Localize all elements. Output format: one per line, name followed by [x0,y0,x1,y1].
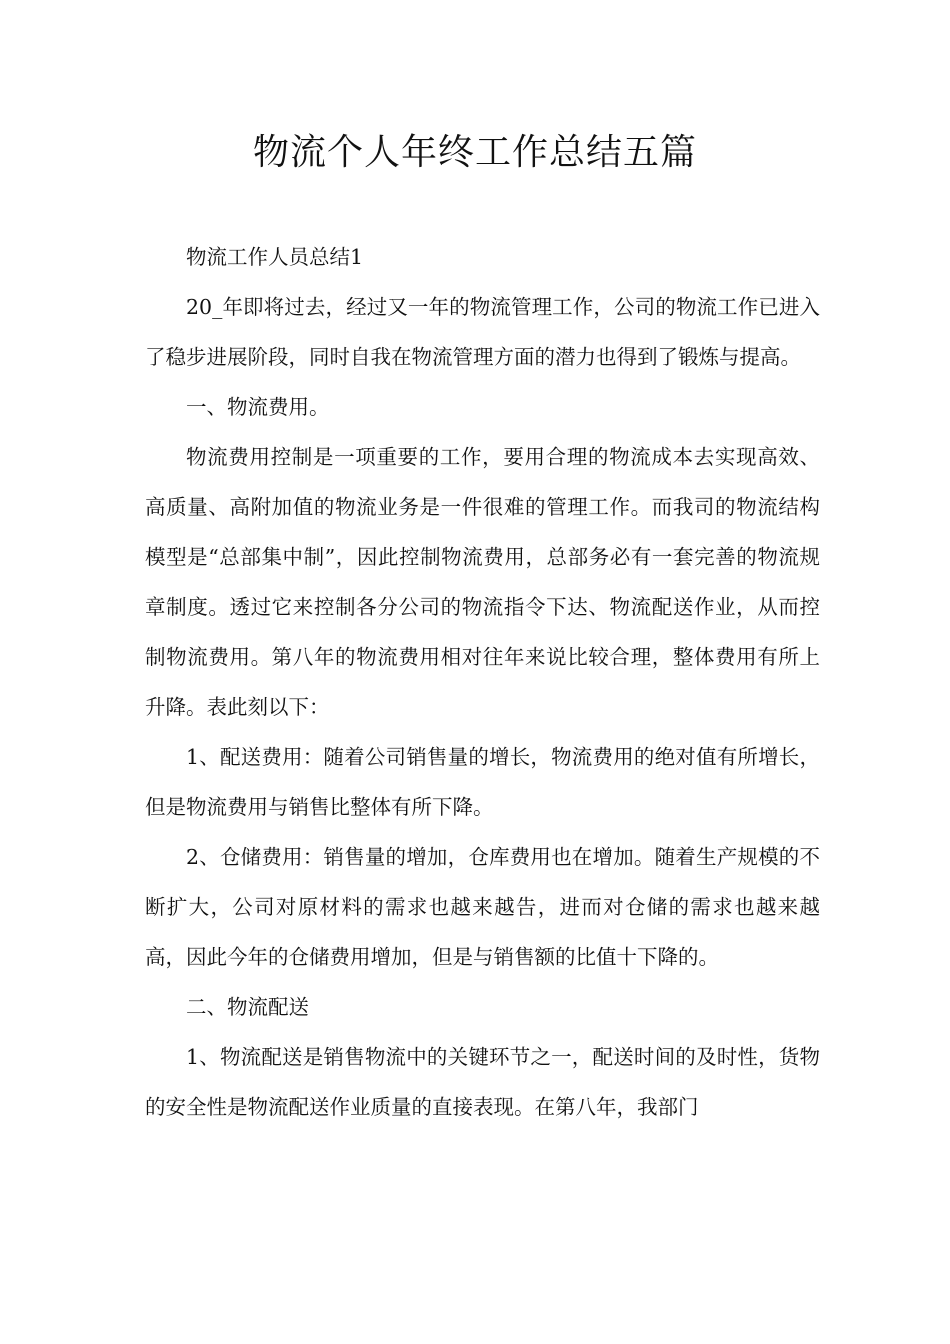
section-heading-logistics-delivery: 二、物流配送 [186,995,309,1019]
document-title: 物流个人年终工作总结五篇 [252,132,697,173]
paragraph-cost-control: 物流费用控制是一项重要的工作，要用合理的物流成本去实现高效、高质量、高附加值的物流业务是一件很难的管理工作。而我司的物流结构模型是“总部集中制”，因此控制物流费用，总部务必有一套完善的物流规章制度。透过它来控制各分公司的物流指令下达、物流配送作业，从而控制物流费用。第八年的物流费用相对往年来说比较合理，整体费用有所上升降。表此刻以下： [145,445,820,719]
paragraph-delivery: 1、物流配送是销售物流中的关键环节之一，配送时间的及时性，货物的安全性是物流配送作业质量的直接表现。在第八年，我部门 [145,1045,820,1119]
paragraph-delivery-cost: 1、配送费用：随着公司销售量的增长，物流费用的绝对值有所增长，但是物流费用与销售比整体有所下降。 [145,745,820,819]
document-body [145,232,820,1132]
paragraph-storage-cost: 2、仓储费用：销售量的增加，仓库费用也在增加。随着生产规模的不断扩大，公司对原材料的需求也越来越告，进而对仓储的需求也越来越高，因此今年的仓储费用增加，但是与销售额的比值十下降的。 [145,845,820,969]
paragraph-intro: 20_年即将过去，经过又一年的物流管理工作，公司的物流工作已进入了稳步进展阶段，同时自我在物流管理方面的潜力也得到了锻炼与提高。 [145,295,820,369]
section-heading-summary-1: 物流工作人员总结1 [186,245,364,269]
section-heading-logistics-cost: 一、物流费用。 [186,395,330,419]
